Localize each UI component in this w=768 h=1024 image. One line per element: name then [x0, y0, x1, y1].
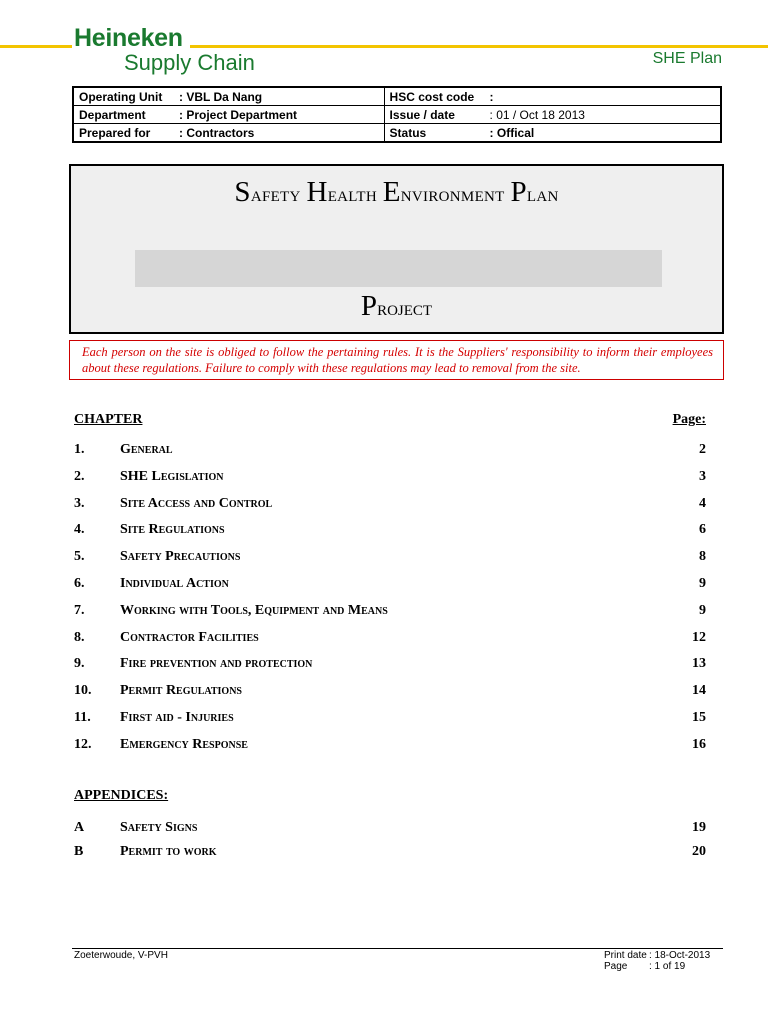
toc-list — [74, 441, 706, 763]
appendix-item[interactable] — [74, 819, 706, 843]
title-box — [69, 164, 724, 334]
appendices-heading: APPENDICES: — [74, 788, 169, 803]
toc-page: 13 — [692, 656, 706, 672]
toc-item[interactable] — [74, 495, 706, 522]
brand-logo — [74, 26, 255, 74]
toc-page: 8 — [699, 549, 706, 565]
document-title: Safety Health Environment Plan — [234, 176, 559, 208]
toc-title: Fire prevention and protection — [120, 656, 313, 672]
toc-page: 6 — [699, 522, 706, 538]
toc-number: 8. — [74, 629, 85, 645]
footer-location: Zoeterwoude, V-PVH — [74, 950, 168, 961]
page-number-line — [604, 961, 710, 972]
operating-unit-label: Operating Unit — [79, 89, 163, 104]
toc-page: 14 — [692, 683, 706, 699]
toc-title: Safety Precautions — [120, 549, 241, 565]
brand-subtitle: Supply Chain — [124, 50, 255, 75]
toc-header — [74, 412, 706, 432]
department-label: Department — [79, 107, 146, 122]
footer-meta — [604, 950, 710, 972]
toc-title: Permit Regulations — [120, 683, 242, 699]
toc-number: 7. — [74, 602, 85, 618]
info-row — [73, 87, 721, 106]
print-date-label: Print date — [604, 950, 647, 961]
toc-number: 6. — [74, 575, 85, 591]
toc-item[interactable] — [74, 629, 706, 656]
operating-unit-value: : VBL Da Nang — [179, 89, 263, 104]
prepared-for-value: : Contractors — [179, 125, 255, 140]
hsc-value: : — [489, 89, 494, 104]
toc-title: SHE Legislation — [120, 468, 224, 484]
page-number-value: : 1 of 19 — [649, 961, 686, 972]
toc-item[interactable] — [74, 441, 706, 468]
project-name-bar — [135, 250, 662, 287]
toc-title: Emergency Response — [120, 736, 248, 752]
toc-item[interactable] — [74, 548, 706, 575]
toc-page: 16 — [692, 736, 706, 752]
toc-number: 1. — [74, 442, 85, 457]
safety-notice: Each person on the site is obliged to follow the pertaining rules. It is the Suppliers' responsibility to inform their employees about these regulations. Failure to comply with these regulations may lead to removal from the site. — [69, 340, 724, 380]
toc-item[interactable] — [74, 468, 706, 495]
toc-title: Individual Action — [120, 575, 229, 591]
toc-number: 9. — [74, 656, 85, 672]
appendix-letter: B — [74, 844, 84, 859]
status-label: Status — [389, 125, 427, 140]
table-of-contents — [74, 412, 706, 763]
hsc-label: HSC cost code — [389, 89, 475, 104]
toc-title: Site Regulations — [120, 522, 225, 538]
toc-item[interactable] — [74, 655, 706, 682]
toc-title: First aid - Injuries — [120, 709, 234, 725]
appendix-page: 20 — [692, 844, 706, 859]
appendix-letter: A — [74, 820, 85, 835]
toc-item[interactable] — [74, 736, 706, 763]
chapter-heading: CHAPTER — [74, 412, 143, 427]
appendix-title: Safety Signs — [120, 820, 198, 835]
toc-page: 4 — [699, 495, 706, 511]
document-type: SHE Plan — [652, 50, 722, 67]
toc-title: Working with Tools, Equipment and Means — [120, 602, 388, 618]
toc-number: 11. — [74, 709, 91, 725]
toc-number: 2. — [74, 468, 85, 484]
toc-number: 4. — [74, 522, 85, 538]
footer-rule — [72, 948, 723, 949]
print-date-value: : 18-Oct-2013 — [649, 950, 711, 961]
toc-title: Contractor Facilities — [120, 629, 259, 645]
toc-title: Site Access and Control — [120, 495, 273, 511]
toc-page: 3 — [699, 468, 706, 484]
prepared-for-cell — [73, 124, 384, 143]
appendix-item[interactable] — [74, 843, 706, 867]
issue-cell — [384, 106, 721, 124]
toc-item[interactable] — [74, 602, 706, 629]
toc-title: General — [120, 442, 173, 457]
toc-number: 5. — [74, 549, 85, 565]
brand-name: Heineken — [74, 24, 183, 52]
page-heading: Page: — [672, 412, 706, 427]
document-subtitle: Project — [360, 290, 433, 322]
toc-number: 12. — [74, 736, 92, 752]
info-row — [73, 124, 721, 143]
status-cell — [384, 124, 721, 143]
document-info-table — [72, 86, 722, 143]
appendices-list — [74, 819, 706, 867]
info-row — [73, 106, 721, 124]
appendix-title: Permit to work — [120, 844, 217, 859]
toc-page: 9 — [699, 575, 706, 591]
toc-number: 3. — [74, 495, 85, 511]
appendix-page: 19 — [692, 820, 706, 835]
department-value: : Project Department — [179, 107, 298, 122]
toc-page: 15 — [692, 709, 706, 725]
department-cell — [73, 106, 384, 124]
toc-item[interactable] — [74, 575, 706, 602]
issue-label: Issue / date — [389, 107, 455, 122]
prepared-for-label: Prepared for — [79, 125, 151, 140]
toc-page: 2 — [699, 442, 706, 457]
issue-value: : 01 / Oct 18 2013 — [489, 107, 585, 122]
toc-page: 12 — [692, 629, 706, 645]
hsc-cell — [384, 87, 721, 106]
toc-page: 9 — [699, 602, 706, 618]
page-number-label: Page — [604, 961, 628, 972]
toc-item[interactable] — [74, 521, 706, 548]
toc-item[interactable] — [74, 682, 706, 709]
toc-number: 10. — [74, 683, 92, 699]
toc-item[interactable] — [74, 709, 706, 736]
print-date-line — [604, 950, 710, 961]
status-value: : Offical — [489, 125, 535, 140]
operating-unit-cell — [73, 87, 384, 106]
